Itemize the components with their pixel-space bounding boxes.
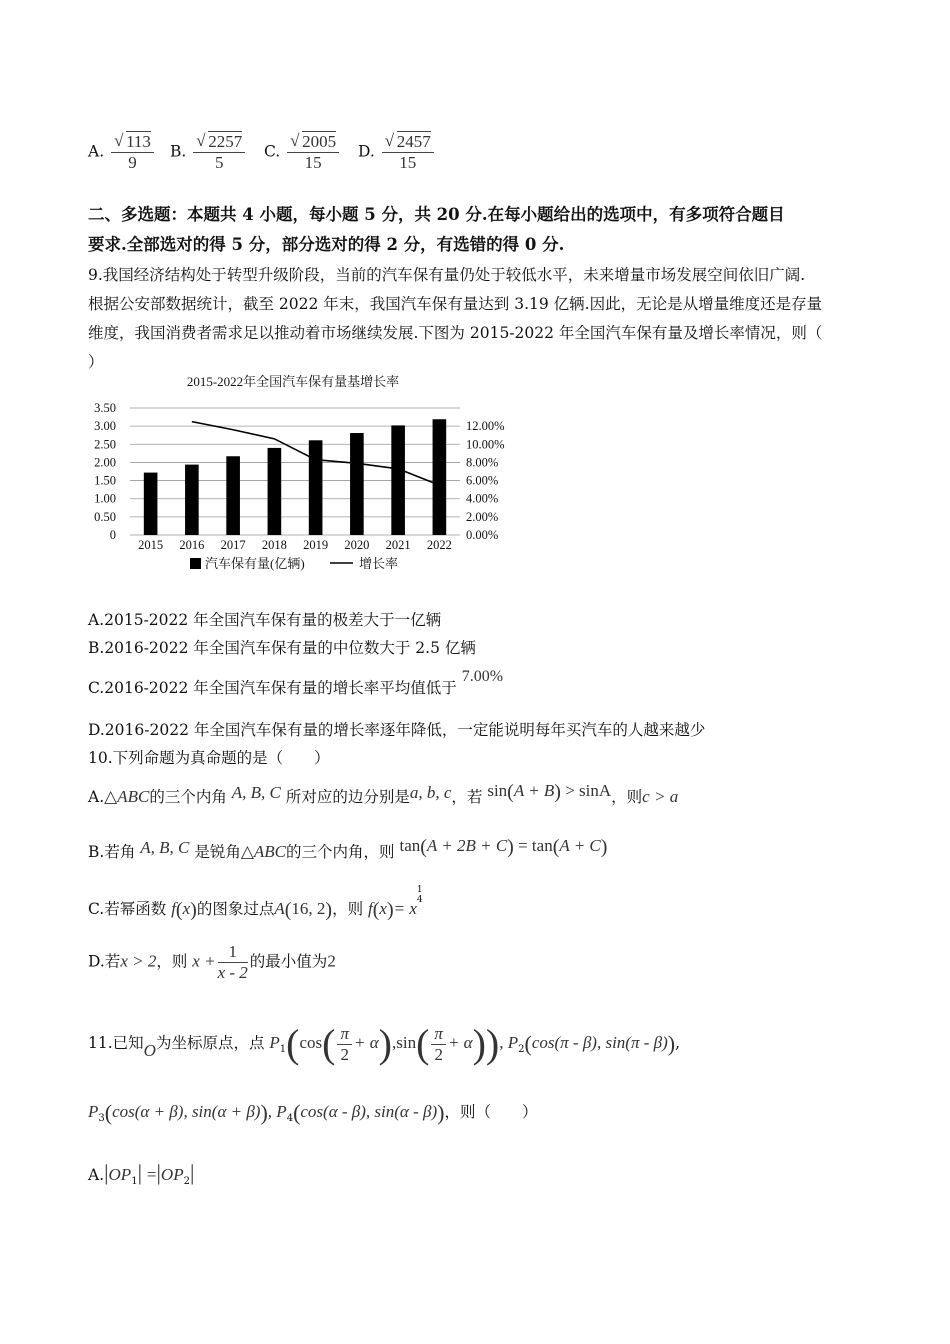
fraction [287, 132, 339, 173]
text: ，则 [156, 952, 188, 971]
origin-symbol: O [143, 1041, 156, 1060]
bar [268, 448, 282, 535]
arg: A + 2B + C [426, 836, 508, 855]
y-left-tick-label: 3.00 [94, 419, 116, 434]
numerator: 113 [126, 132, 151, 151]
fraction [193, 132, 245, 173]
point-p1: P [269, 1033, 280, 1052]
y-left-tick-label: 2.00 [94, 455, 116, 470]
option-label: A. [88, 1166, 105, 1184]
math-vars: A, B, C [140, 838, 190, 857]
denominator: 15 [304, 153, 322, 172]
text: ，则（ ） [444, 1103, 538, 1121]
math-equation: tan(A + 2B + C) = tan(A + C) [399, 836, 608, 859]
option-d [358, 132, 436, 173]
x-tick-label: 2016 [179, 538, 205, 552]
x-tick-label: 2020 [344, 538, 370, 552]
eq: = tan [518, 836, 553, 855]
point-p4: , P [267, 1102, 287, 1121]
option-a [88, 132, 156, 173]
expr: x + [192, 951, 216, 971]
triangle-symbol: △ABC [104, 787, 150, 806]
math-condition: sin(A + B) > sinA [487, 781, 612, 804]
denominator: 2 [434, 1044, 443, 1064]
y-left-tick-label: 0.50 [94, 509, 116, 524]
fraction [382, 132, 434, 173]
q9-stem-line: 维度，我国消费者需求足以推动着市场继续发展.下图为 2015-2022 年全国汽车保有量及增长率情况，则（ [88, 324, 823, 342]
fn: tan [399, 836, 421, 855]
section-heading-cont: 要求.全部选对的得 5 分，部分选对的得 2 分，有选错的得 0 分. [88, 235, 565, 254]
numerator: π [431, 1024, 446, 1045]
subscript: 1 [131, 1176, 138, 1188]
numerator: 1 [218, 942, 248, 963]
text: 11.已知 [88, 1034, 144, 1052]
q10-option-c: C.若幂函数 f(x)的图象过点A(16, 2)，则 f(x)= x 1 4 [88, 885, 423, 921]
y-right-tick-label: 0.00% [466, 528, 499, 542]
text: 是锐角 [194, 843, 241, 861]
x-tick-label: 2018 [261, 538, 287, 552]
text: ，则 [332, 900, 364, 918]
option-label: A. [88, 788, 105, 806]
math-conclusion: c > a [642, 787, 679, 806]
bar [144, 473, 158, 535]
option-label: B.若角 [88, 843, 136, 861]
fraction [111, 132, 154, 173]
math-vars: a, b, c [409, 783, 452, 802]
var: x [379, 899, 387, 918]
eq: = [146, 1165, 157, 1184]
option-label: D. [358, 142, 375, 161]
exp-num: 1 [416, 885, 423, 895]
option-label: A. [88, 142, 105, 161]
point: A [274, 899, 285, 918]
fn: cos [299, 1033, 323, 1052]
bar [309, 440, 323, 535]
bar [185, 465, 199, 535]
numerator: 2005 [302, 132, 337, 151]
y-left-tick-label: 3.50 [94, 401, 116, 415]
value: 2 [327, 951, 336, 971]
q9-stem-line: 9.我国经济结构处于转型升级阶段，当前的汽车保有量仍处于较低水平，未来增量市场发展空间依旧广阔. [88, 266, 806, 284]
fn: sin [487, 781, 508, 800]
y-right-tick-label: 8.00% [466, 455, 499, 470]
bar [226, 456, 240, 535]
x-tick-label: 2019 [303, 538, 329, 552]
arg: A + C [559, 836, 601, 855]
q10-option-b [88, 836, 608, 864]
fn: f [368, 899, 373, 918]
q11-option-a: $A.|OP_1| =|OP_2|$ [88, 1160, 195, 1188]
bar [350, 433, 364, 535]
expr: cos(α - β), sin(α - β) [300, 1102, 438, 1121]
car-ownership-chart [88, 372, 528, 582]
q11-stem-line2: $P_3(\cos(\alpha + \beta)$, sin(α + β)), $P_4(\cos(\alpha - \beta)$, sin(α - β))，则（ ） [88, 1100, 538, 1125]
fraction [431, 1024, 446, 1065]
expr: + α [447, 1033, 473, 1052]
y-left-tick-label: 0 [109, 528, 116, 542]
vector: OP [108, 1165, 132, 1184]
text: 的最小值为 [249, 952, 328, 971]
fn: ,sin [392, 1033, 417, 1052]
subscript: 4 [286, 1113, 294, 1125]
q9-option-c-value: 7.00% [461, 668, 504, 685]
power-base: = x [393, 899, 417, 918]
q9-option-b: B.2016-2022 年全国汽车保有量的中位数大于 2.5 亿辆 [88, 639, 476, 657]
subscript: 2 [183, 1176, 190, 1188]
text: ，则 [611, 788, 643, 806]
fraction [218, 942, 248, 983]
text: 的三个内角 [149, 788, 227, 806]
y-right-tick-label: 12.00% [466, 419, 505, 434]
text: 所对应的边分别是 [285, 788, 410, 806]
q9-option-a: A.2015-2022 年全国汽车保有量的极差大于一亿辆 [88, 611, 442, 629]
denominator: x - 2 [217, 963, 248, 982]
q10-option-a [88, 781, 679, 809]
option-label: C. [264, 142, 281, 161]
var: x [182, 899, 191, 918]
y-right-tick-label: 10.00% [466, 437, 505, 452]
fraction [337, 1024, 352, 1065]
q10-stem: 10.下列命题为真命题的是（ ） [88, 749, 330, 767]
text: 的三个内角，则 [286, 843, 395, 861]
point-args: 16, 2 [291, 899, 326, 918]
bar [391, 425, 405, 535]
legend-label-bar: 汽车保有量(亿辆) [205, 556, 305, 571]
x-tick-label: 2021 [385, 538, 411, 552]
y-left-tick-label: 1.00 [94, 491, 116, 506]
y-right-tick-label: 2.00% [466, 509, 499, 524]
denominator: 2 [340, 1044, 349, 1064]
option-label: B. [170, 142, 187, 161]
legend-swatch-bar [190, 558, 201, 569]
math-vars: A, B, C [231, 783, 281, 802]
point-p2: , P [499, 1033, 519, 1052]
q10-option-d [88, 942, 336, 983]
x-tick-label: 2015 [138, 538, 164, 552]
x-tick-label: 2022 [426, 538, 452, 552]
bar [433, 419, 447, 535]
exponent [417, 885, 423, 905]
q11-stem-line1: 11.已知O为坐标原点，点 $P_1(\cos$( $\frac{\pi}{2}$ + α),sin( $\frac{\pi}{2}$ + α)), $P_2(\cos(\pi - \beta)$, sin(π - β)), [88, 1021, 681, 1066]
triangle-symbol: △ABC [240, 842, 287, 861]
rhs: > sinA [565, 781, 612, 800]
numerator: π [337, 1024, 352, 1045]
x-tick-label: 2017 [220, 538, 246, 552]
y-right-tick-label: 4.00% [466, 491, 499, 506]
numerator: 2457 [396, 132, 431, 151]
numerator: 2257 [208, 132, 243, 151]
q9-option-c-text: C.2016-2022 年全国汽车保有量的增长率平均值低于 [88, 679, 457, 697]
q9-stem-line: ） [88, 353, 104, 371]
expr: + α [354, 1033, 379, 1052]
text: 的图象过点 [196, 900, 275, 918]
math-condition: x > 2 [120, 951, 157, 971]
subscript: 3 [98, 1113, 105, 1125]
y-left-tick-label: 1.50 [94, 473, 116, 488]
expr: cos(α + β), sin(α + β) [112, 1102, 261, 1121]
q9-stem-line: 根据公安部数据统计，截至 2022 年末，我国汽车保有量达到 3.19 亿辆.因此，无论是从增量维度还是存量 [88, 295, 823, 313]
q9-option-d: D.2016-2022 年全国汽车保有量的增长率逐年降低，一定能说明每年买汽车的人越来越少 [88, 721, 706, 739]
fn: f [171, 899, 176, 918]
expr: cos(π - β), sin(π - β) [531, 1033, 668, 1052]
denominator: 15 [399, 153, 417, 172]
y-left-tick-label: 2.50 [94, 437, 116, 452]
option-label: C.若幂函数 [88, 900, 167, 918]
vector: OP [160, 1165, 184, 1184]
exp-den: 4 [416, 895, 423, 905]
section-heading: 二、多选题：本题共 4 小题，每小题 5 分，共 20 分.在每小题给出的选项中，有多项符合题目 [88, 205, 785, 224]
chart-title: 2015-2022年全国汽车保有量基增长率 [186, 374, 400, 389]
subscript: 1 [279, 1044, 287, 1056]
option-label: D.若 [88, 952, 121, 971]
arg: A + B [513, 781, 555, 800]
y-right-tick-label: 6.00% [466, 473, 499, 488]
legend-label-line: 增长率 [359, 556, 399, 571]
subscript: 2 [518, 1044, 525, 1056]
option-b [170, 132, 247, 173]
option-c [264, 132, 341, 173]
point-p3: P [88, 1102, 99, 1121]
q9-option-c [88, 668, 504, 700]
text: ，若 [451, 788, 483, 806]
text: 为坐标原点，点 [155, 1034, 265, 1052]
denominator: 9 [128, 153, 137, 172]
denominator: 5 [215, 153, 224, 172]
